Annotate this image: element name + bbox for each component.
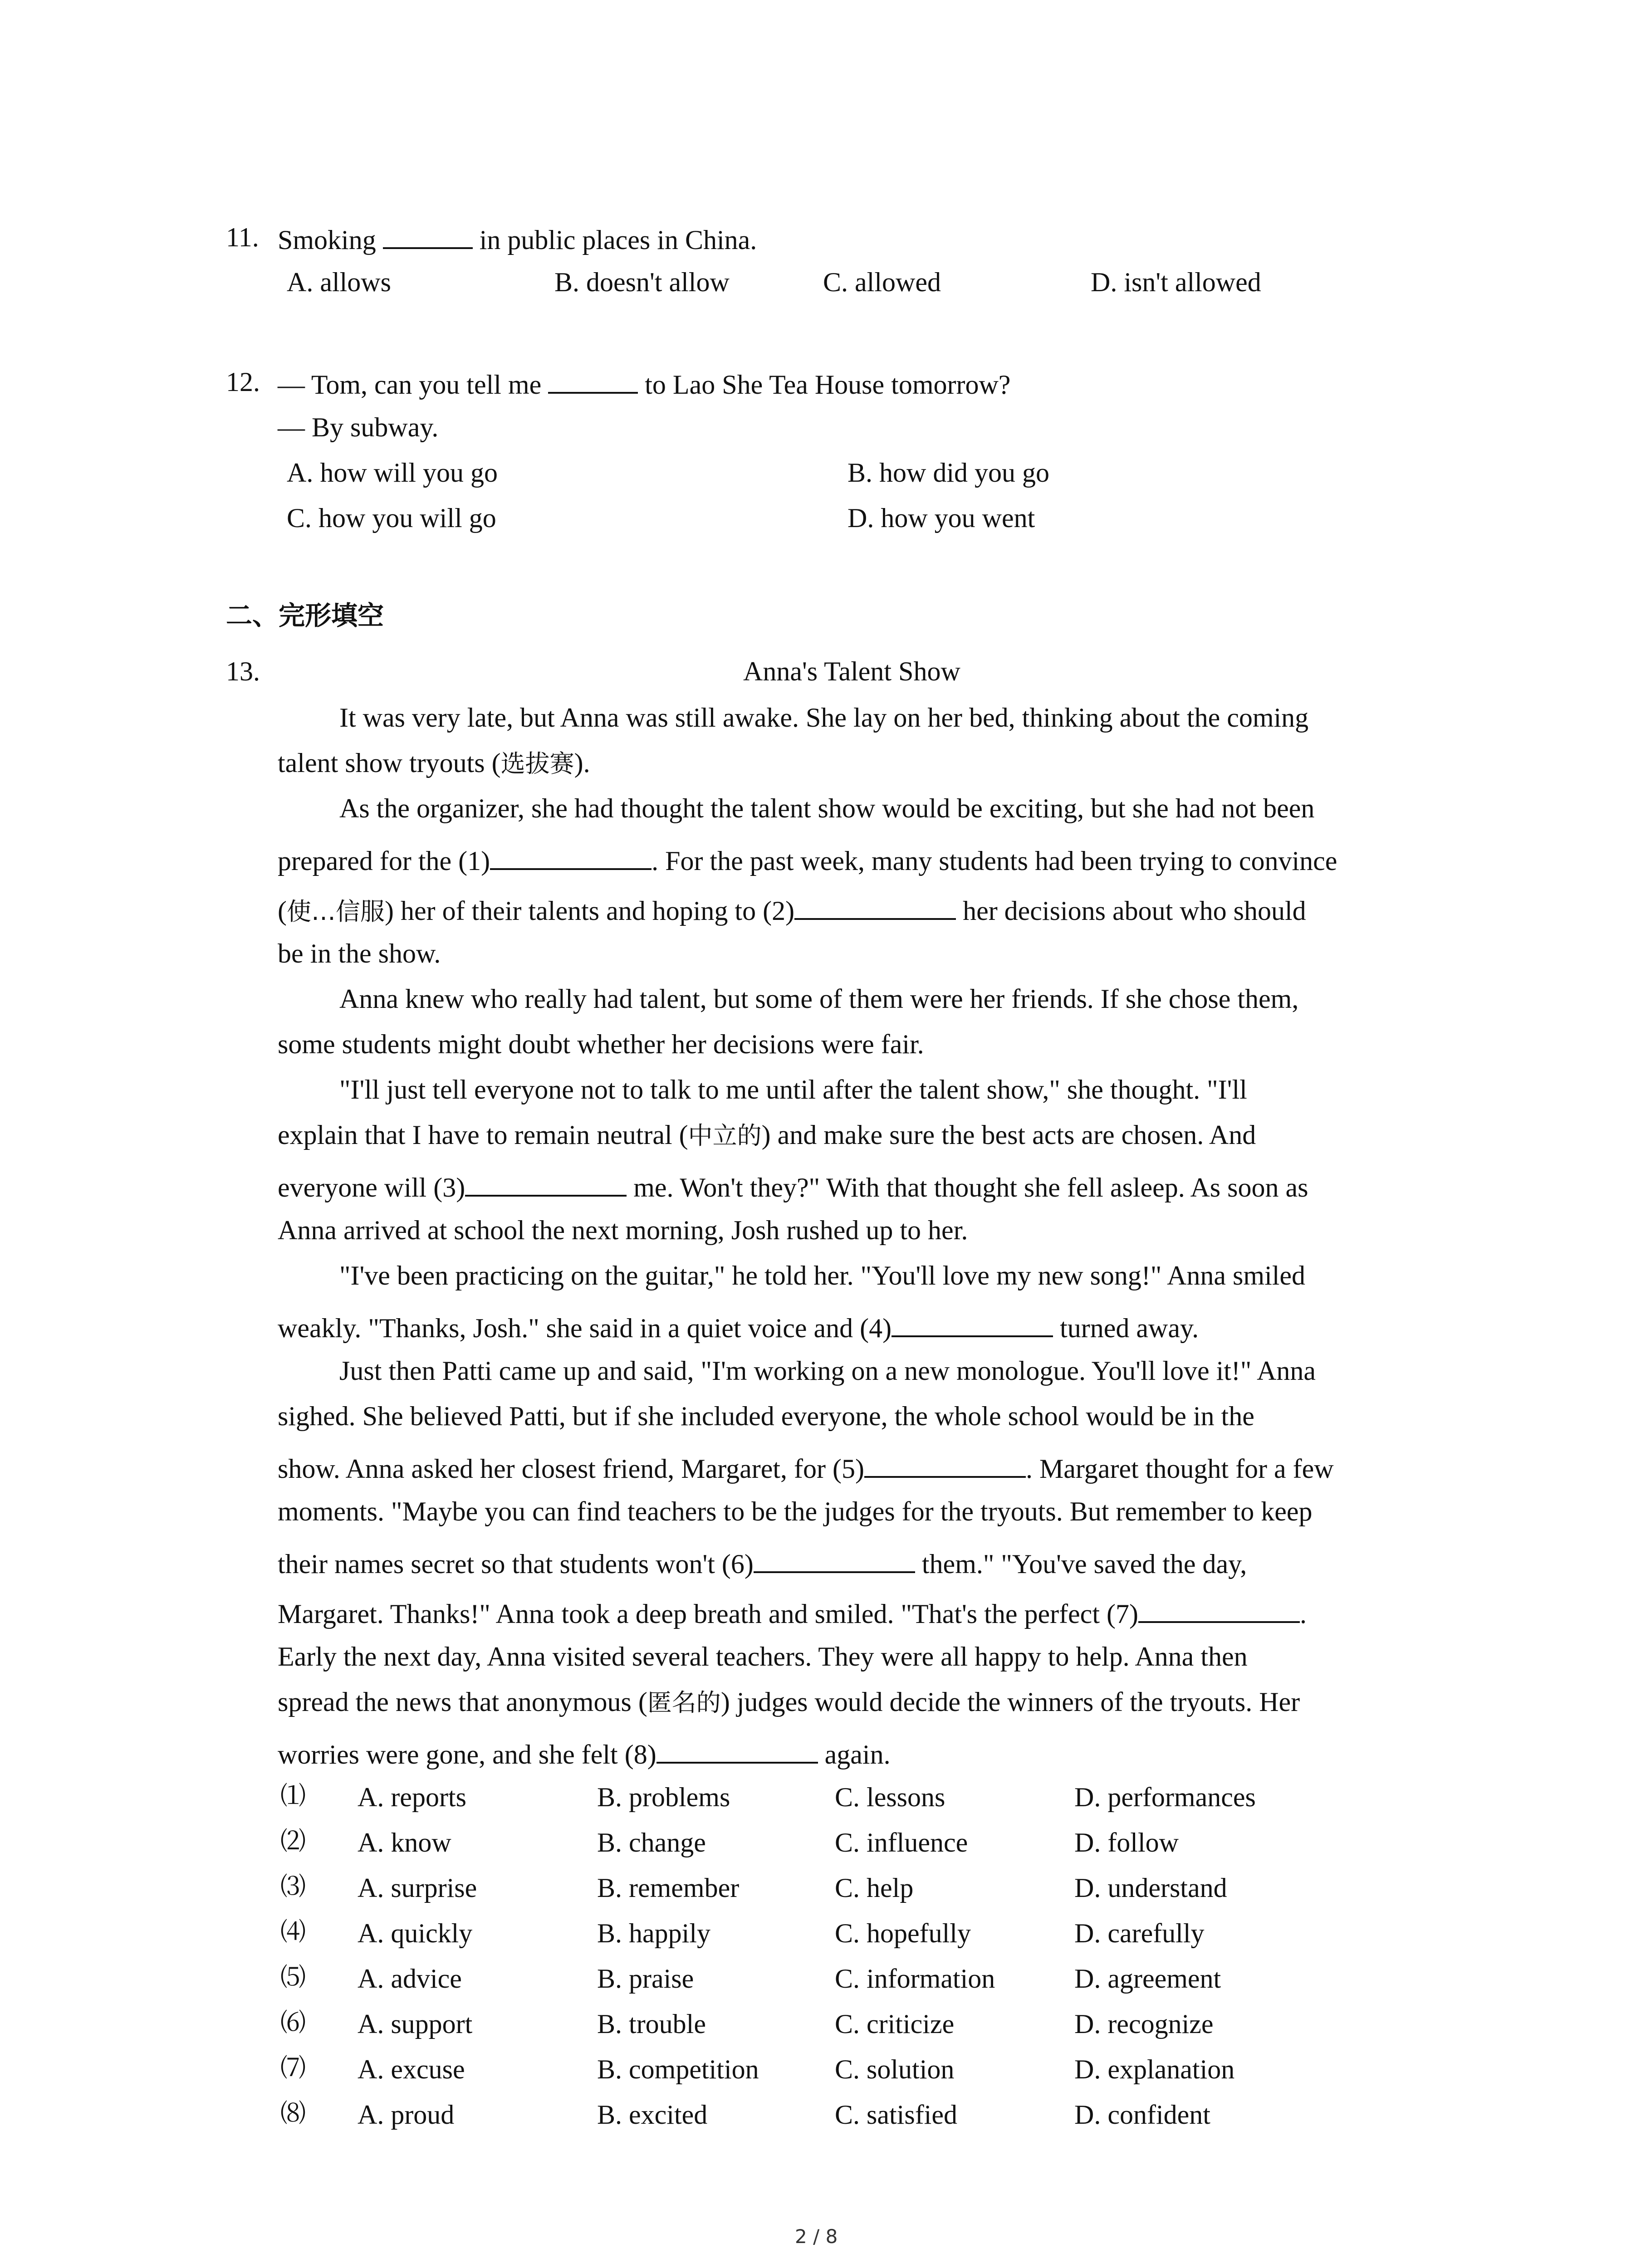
blank-2[interactable] [794, 894, 956, 920]
choice-number: ⑹ [280, 2009, 306, 2037]
q12-answer-blank[interactable] [548, 368, 638, 394]
choice-option-b[interactable]: B. happily [597, 1918, 710, 1948]
choice-option-b[interactable]: B. remember [597, 1873, 740, 1903]
passage-line: Margaret. Thanks!" Anna took a deep breath and smiled. "That's the perfect (7) . [278, 1598, 1307, 1628]
q12-number: 12. [226, 367, 260, 397]
q12-stem-after: to Lao She Tea House tomorrow? [645, 370, 1011, 400]
q11-option-b[interactable]: B. doesn't allow [554, 267, 730, 297]
passage-line: (使…信服) her of their talents and hoping to (2) her decisions about who should [278, 894, 1306, 924]
passage-line: Anna arrived at school the next morning, Josh rushed up to her. [278, 1215, 968, 1245]
blank-6[interactable] [754, 1548, 915, 1573]
passage-line: their names secret so that students won't (6) them." "You've saved the day, [278, 1548, 1247, 1578]
choice-option-c[interactable]: C. lessons [835, 1782, 945, 1812]
blank-5[interactable] [864, 1452, 1026, 1478]
choice-option-d[interactable]: D. understand [1074, 1873, 1227, 1903]
choice-option-c[interactable]: C. satisfied [835, 2100, 957, 2130]
choice-option-a[interactable]: A. surprise [358, 1873, 477, 1903]
passage-line: some students might doubt whether her decisions were fair. [278, 1029, 924, 1059]
choice-option-b[interactable]: B. change [597, 1828, 706, 1857]
choice-number: ⑸ [280, 1964, 306, 1992]
choice-option-c[interactable]: C. help [835, 1873, 914, 1903]
choice-option-a[interactable]: A. support [358, 2009, 473, 2039]
choice-option-b[interactable]: B. competition [597, 2054, 759, 2084]
choice-option-d[interactable]: D. recognize [1074, 2009, 1214, 2039]
blank-3[interactable] [465, 1171, 627, 1197]
passage-line: be in the show. [278, 938, 441, 968]
q12-option-a[interactable]: A. how will you go [287, 458, 498, 488]
choice-option-a[interactable]: A. proud [358, 2100, 455, 2130]
passage-line: talent show tryouts (选拔赛). [278, 748, 590, 778]
passage-line: explain that I have to remain neutral (中立的) and make sure the best acts are chosen. And [278, 1120, 1256, 1150]
passage-line: It was very late, but Anna was still awake. She lay on her bed, thinking about the coming [339, 703, 1309, 733]
choice-option-d[interactable]: D. carefully [1074, 1918, 1205, 1948]
choice-number: ⑻ [280, 2100, 306, 2128]
choice-option-d[interactable]: D. agreement [1074, 1964, 1221, 1994]
choice-option-a[interactable]: A. quickly [358, 1918, 473, 1948]
passage-line: weakly. "Thanks, Josh." she said in a quiet voice and (4) turned away. [278, 1312, 1199, 1342]
q12-option-c[interactable]: C. how you will go [287, 503, 496, 533]
choice-option-a[interactable]: A. advice [358, 1964, 462, 1994]
choice-option-d[interactable]: D. explanation [1074, 2054, 1235, 2084]
passage-line: prepared for the (1) . For the past week, many students had been trying to convince [278, 845, 1337, 875]
passage-line: Just then Patti came up and said, "I'm working on a new monologue. You'll love it!" Anna [339, 1356, 1316, 1386]
choice-option-a[interactable]: A. know [358, 1828, 451, 1857]
choice-option-b[interactable]: B. trouble [597, 2009, 706, 2039]
cjk-gloss: 使…信服 [286, 897, 385, 926]
q11-stem [278, 224, 757, 254]
choice-option-a[interactable]: A. reports [358, 1782, 466, 1812]
passage-line: As the organizer, she had thought the talent show would be exciting, but she had not been [339, 793, 1315, 823]
blank-1[interactable] [490, 845, 652, 870]
passage-line: "I've been practicing on the guitar," he told her. "You'll love my new song!" Anna smiled [339, 1261, 1306, 1290]
q11-option-c[interactable]: C. allowed [823, 267, 941, 297]
choice-number: ⑷ [280, 1918, 306, 1946]
passage-line: worries were gone, and she felt (8) again. [278, 1738, 891, 1768]
passage-line: moments. "Maybe you can find teachers to be the judges for the tryouts. But remember to keep [278, 1496, 1313, 1526]
q13-number: 13. [226, 656, 260, 686]
passage-title: Anna's Talent Show [743, 656, 960, 686]
cjk-gloss: 匿名的 [647, 1688, 721, 1717]
q12-reply: — By subway. [278, 412, 439, 442]
q11-option-d[interactable]: D. isn't allowed [1091, 267, 1261, 297]
passage-line: sighed. She believed Patti, but if she included everyone, the whole school would be in the [278, 1401, 1254, 1431]
section-heading: 二、完形填空 [226, 600, 384, 631]
blank-4[interactable] [892, 1312, 1053, 1337]
q12-stem [278, 368, 1010, 398]
choice-option-c[interactable]: C. influence [835, 1828, 968, 1857]
choice-option-c[interactable]: C. solution [835, 2054, 955, 2084]
choice-number: ⑴ [280, 1782, 306, 1810]
q11-answer-blank[interactable] [383, 224, 473, 249]
choice-option-a[interactable]: A. excuse [358, 2054, 465, 2084]
cjk-gloss: 中立的 [688, 1121, 762, 1150]
choice-number: ⑶ [280, 1873, 306, 1901]
choice-option-c[interactable]: C. information [835, 1964, 995, 1994]
choice-number: ⑵ [280, 1828, 306, 1856]
q12-option-b[interactable]: B. how did you go [847, 458, 1050, 488]
choice-option-d[interactable]: D. performances [1074, 1782, 1256, 1812]
choice-option-b[interactable]: B. problems [597, 1782, 730, 1812]
passage-line: Anna knew who really had talent, but some of them were her friends. If she chose them, [339, 984, 1299, 1014]
passage-line: Early the next day, Anna visited several teachers. They were all happy to help. Anna then [278, 1642, 1248, 1672]
q11-number: 11. [226, 222, 259, 252]
passage-line: show. Anna asked her closest friend, Margaret, for (5) . Margaret thought for a few [278, 1452, 1334, 1482]
passage-line: spread the news that anonymous (匿名的) judges would decide the winners of the tryouts. Her [278, 1687, 1300, 1717]
q12-stem-before: — Tom, can you tell me [278, 370, 542, 400]
passage-line: "I'll just tell everyone not to talk to me until after the talent show," she thought. "I'll [339, 1075, 1247, 1105]
choice-option-c[interactable]: C. hopefully [835, 1918, 971, 1948]
choice-option-d[interactable]: D. confident [1074, 2100, 1210, 2130]
choice-option-b[interactable]: B. excited [597, 2100, 708, 2130]
choice-option-c[interactable]: C. criticize [835, 2009, 955, 2039]
choice-option-d[interactable]: D. follow [1074, 1828, 1179, 1857]
passage-line: everyone will (3) me. Won't they?" With that thought she fell asleep. As soon as [278, 1171, 1308, 1201]
q12-option-d[interactable]: D. how you went [847, 503, 1035, 533]
q11-option-a[interactable]: A. allows [287, 267, 391, 297]
blank-8[interactable] [656, 1738, 818, 1764]
blank-7[interactable] [1138, 1598, 1300, 1623]
q11-stem-before: Smoking [278, 225, 376, 255]
choice-number: ⑺ [280, 2054, 306, 2082]
choice-option-b[interactable]: B. praise [597, 1964, 694, 1994]
q11-stem-after: in public places in China. [479, 225, 757, 255]
page-number: 2 / 8 [795, 2225, 838, 2248]
cjk-gloss: 选拔赛 [500, 749, 574, 778]
